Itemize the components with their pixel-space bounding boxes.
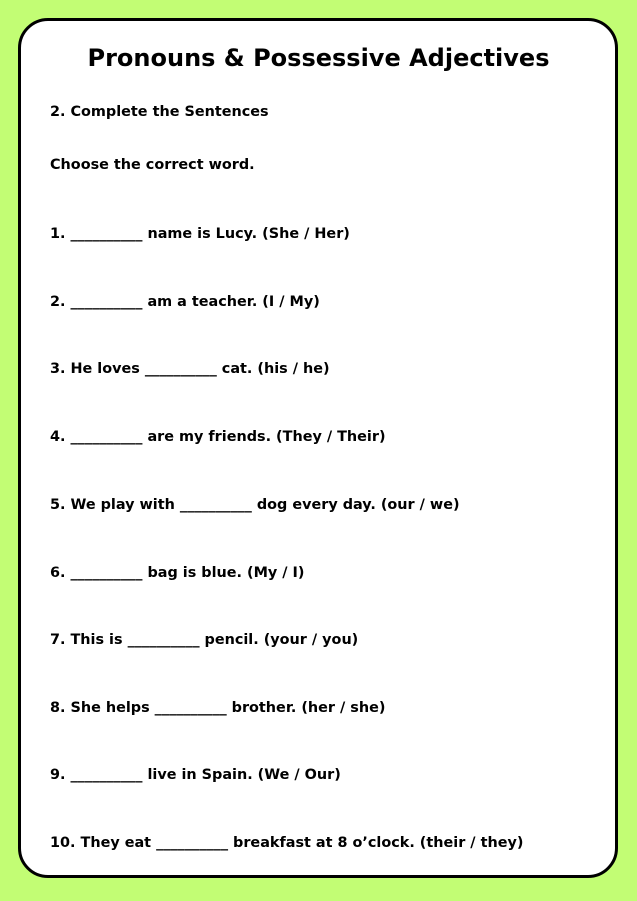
sentence-10: 10. They eat __________ breakfast at 8 o’clock. (their / they) xyxy=(50,835,524,851)
instruction-text: Choose the correct word. xyxy=(50,157,255,173)
sentence-7: 7. This is __________ pencil. (your / you) xyxy=(50,632,359,648)
sentence-6: 6. __________ bag is blue. (My / I) xyxy=(50,565,305,581)
sentence-3: 3. He loves __________ cat. (his / he) xyxy=(50,361,330,377)
worksheet-card xyxy=(18,18,618,878)
sentence-8: 8. She helps __________ brother. (her / she) xyxy=(50,700,386,716)
worksheet-title: Pronouns & Possessive Adjectives xyxy=(87,44,550,72)
sentence-4: 4. __________ are my friends. (They / Their) xyxy=(50,429,386,445)
sentence-5: 5. We play with __________ dog every day. (our / we) xyxy=(50,497,460,513)
sentence-9: 9. __________ live in Spain. (We / Our) xyxy=(50,767,341,783)
sentence-2: 2. __________ am a teacher. (I / My) xyxy=(50,294,320,310)
sentence-1: 1. __________ name is Lucy. (She / Her) xyxy=(50,226,350,242)
section-heading: 2. Complete the Sentences xyxy=(50,104,269,120)
